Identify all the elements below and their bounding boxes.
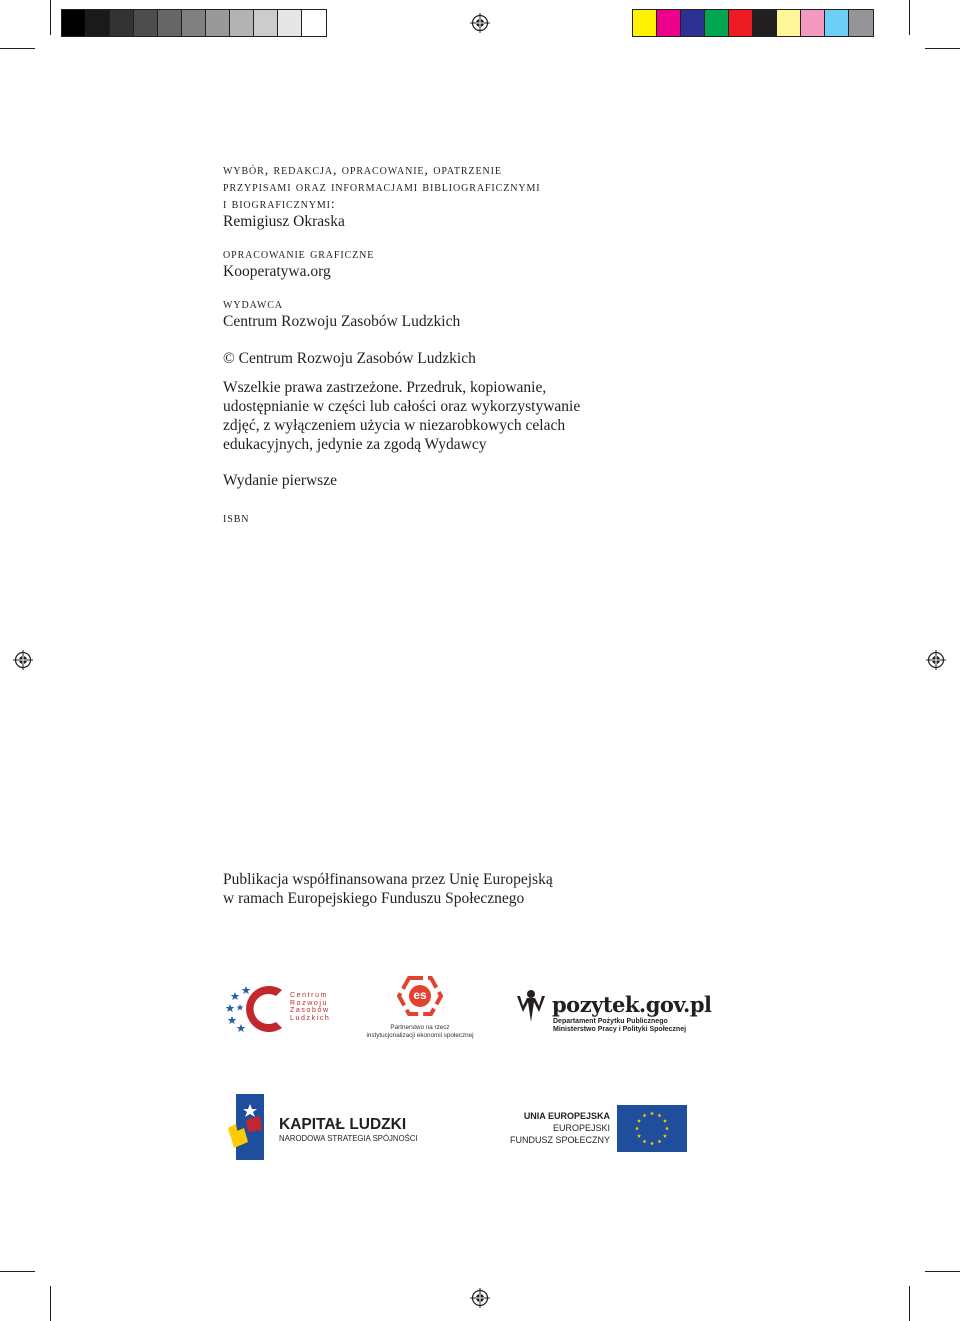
crzl-logo-text: Rozwoju <box>290 999 329 1007</box>
color-swatch <box>86 10 110 36</box>
imprint-block <box>223 162 723 527</box>
color-swatch <box>278 10 302 36</box>
crzl-logo-text: Zasobów <box>290 1007 330 1015</box>
crop-mark <box>909 1286 910 1321</box>
color-swatch <box>849 10 873 36</box>
funding-line: w ramach Europejskiego Funduszu Społecznego <box>223 890 525 907</box>
kapital-ludzki-subtitle: NARODOWA STRATEGIA SPÓJNOŚCI <box>279 1134 418 1143</box>
crop-mark <box>50 0 51 35</box>
credit-label: przypisami oraz informacjami bibliograficznymi <box>223 180 541 195</box>
kapital-ludzki-title: KAPITAŁ LUDZKI <box>279 1116 407 1133</box>
color-swatch <box>302 10 326 36</box>
color-swatch <box>825 10 849 36</box>
publisher-name: Centrum Rozwoju Zasobów Ludzkich <box>223 313 461 330</box>
es-logo-text: Partnerstwo na rzecz <box>390 1024 450 1031</box>
es-logo-text: instytucjonalizacji ekonomii społecznej <box>366 1032 474 1039</box>
kapital-ludzki-logo <box>224 1094 424 1160</box>
color-swatch <box>657 10 681 36</box>
eu-logo-text: FUNDUSZ SPOŁECZNY <box>510 1135 611 1145</box>
isbn-label: isbn <box>223 511 250 526</box>
color-swatch <box>206 10 230 36</box>
crop-mark <box>0 1271 35 1272</box>
rights-line: Wszelkie prawa zastrzeżone. Przedruk, kopiowanie, <box>223 379 547 396</box>
registration-mark-icon <box>470 1288 490 1308</box>
editor-name: Remigiusz Okraska <box>223 213 345 230</box>
crop-mark <box>50 1286 51 1321</box>
registration-mark-icon <box>926 650 946 670</box>
es-logo <box>360 976 480 1044</box>
rights-line: edukacyjnych, jedynie za zgodą Wydawcy <box>223 436 487 453</box>
crop-mark <box>909 0 910 35</box>
registration-mark-icon <box>13 650 33 670</box>
color-swatch <box>729 10 753 36</box>
credit-label: wydawca <box>223 297 283 312</box>
color-swatch <box>134 10 158 36</box>
credit-label: i biograficznymi: <box>223 197 336 212</box>
pozytek-logo-text: Departament Pożytku Publicznego <box>553 1018 668 1025</box>
pozytek-logo-text: Ministerstwo Pracy i Polityki Społecznej <box>553 1026 687 1033</box>
eu-flag-icon <box>617 1105 687 1152</box>
funding-statement <box>223 870 743 908</box>
crzl-logo-text: Ludzkich <box>290 1014 331 1022</box>
process-color-bar <box>633 10 873 36</box>
crzl-emblem-icon <box>224 982 290 1036</box>
edition-note: Wydanie pierwsze <box>223 472 337 489</box>
credit-label: wybór, redakcja, opracowanie, opatrzenie <box>223 163 502 178</box>
grayscale-color-bar <box>62 10 326 36</box>
funding-line: Publikacja współfinansowana przez Unię Europejską <box>223 871 553 888</box>
color-swatch <box>633 10 657 36</box>
pozytek-logo <box>515 988 712 1036</box>
graphic-design-credit: Kooperatywa.org <box>223 263 331 280</box>
color-swatch <box>753 10 777 36</box>
rights-line: zdjęć, z wyłączeniem użycia w niezarobkowych celach <box>223 417 566 434</box>
color-swatch <box>158 10 182 36</box>
color-swatch <box>801 10 825 36</box>
color-swatch <box>110 10 134 36</box>
es-mark: es <box>413 988 427 1002</box>
kapital-ludzki-flag-icon <box>224 1094 266 1160</box>
color-swatch <box>777 10 801 36</box>
eu-logo-text: UNIA EUROPEJSKA <box>523 1111 610 1121</box>
eu-efs-logo <box>510 1104 690 1154</box>
crzl-logo-text: Centrum <box>290 992 329 999</box>
rights-line: udostępnianie w części lub całości oraz wykorzystywanie <box>223 398 581 415</box>
credit-label: opracowanie graficzne <box>223 247 375 262</box>
color-swatch <box>62 10 86 36</box>
color-swatch <box>230 10 254 36</box>
eu-logo-text: EUROPEJSKI <box>552 1123 610 1133</box>
color-swatch <box>681 10 705 36</box>
pozytek-name: pozytek.gov.pl <box>552 992 712 1017</box>
color-swatch <box>182 10 206 36</box>
color-swatch <box>705 10 729 36</box>
crop-mark <box>0 48 35 49</box>
pozytek-figure-icon <box>515 988 547 1028</box>
crzl-logo <box>224 982 334 1038</box>
copyright-notice: © Centrum Rozwoju Zasobów Ludzkich <box>223 350 476 367</box>
color-swatch <box>254 10 278 36</box>
crop-mark <box>925 48 960 49</box>
crop-mark <box>925 1271 960 1272</box>
registration-mark-icon <box>470 13 490 33</box>
